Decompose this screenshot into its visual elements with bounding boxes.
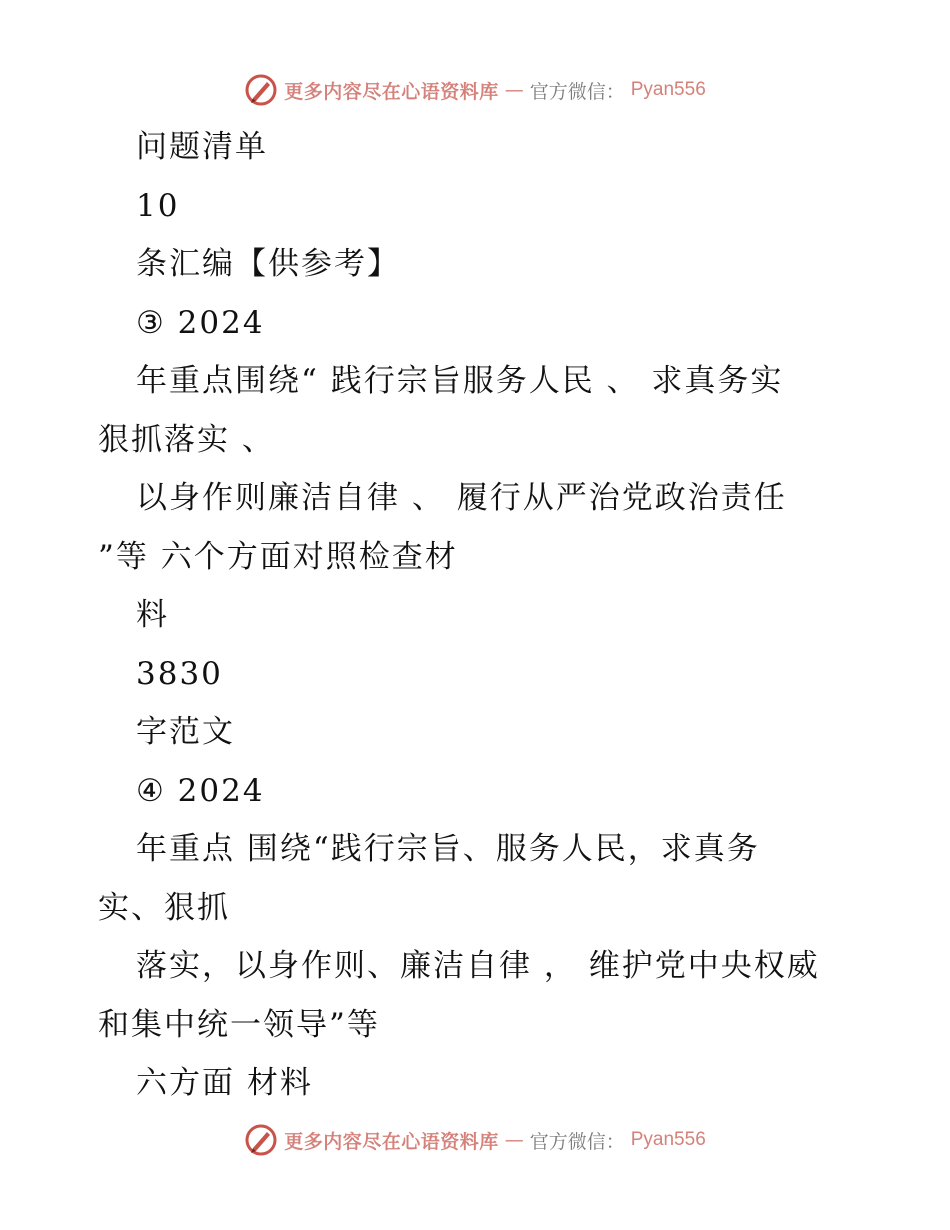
- text-line: 实、狠抓: [98, 889, 230, 926]
- text-line: ”等 六个方面对照检查材: [98, 538, 458, 575]
- pen-logo-icon: [244, 1123, 278, 1157]
- text-line: 条汇编【供参考】: [136, 246, 400, 282]
- header-watermark: [0, 70, 950, 110]
- document-body: [98, 118, 858, 1113]
- watermark-site-text: 更多内容尽在心语资料库: [284, 1130, 499, 1153]
- watermark-wechat-id: Pyan556: [630, 1129, 706, 1150]
- text-line: 年重点围绕“ 践行宗旨服务人民 、 求真务实: [136, 363, 784, 399]
- text-line: 狠抓落实 、: [98, 421, 275, 458]
- pen-logo-icon: [244, 73, 278, 107]
- text-line: 落实，以身作则、廉洁自律 ， 维护党中央权威: [136, 948, 820, 984]
- text-line: 和集中统一领导”等: [98, 1006, 380, 1043]
- text-line: 年重点 围绕“践行宗旨、服务人民，求真务: [136, 831, 760, 867]
- watermark-label: 官方微信：: [529, 80, 625, 103]
- text-line: 料: [136, 597, 169, 633]
- text-line: 3830: [136, 655, 223, 692]
- text-line: 六方面 材料: [136, 1065, 313, 1101]
- text-line: 问题清单: [136, 129, 268, 165]
- text-line: 10: [136, 187, 180, 224]
- watermark-label: 官方微信：: [529, 1130, 625, 1153]
- text-line: ③ 2024: [136, 304, 265, 341]
- text-line: 以身作则廉洁自律 、 履行从严治党政治责任: [136, 480, 787, 516]
- watermark-site-text: 更多内容尽在心语资料库: [284, 80, 499, 103]
- watermark-dash: —: [504, 79, 524, 101]
- footer-watermark: [0, 1120, 950, 1160]
- text-line: ④ 2024: [136, 772, 265, 809]
- text-line: 字范文: [136, 714, 235, 750]
- watermark-dash: —: [504, 1129, 524, 1151]
- watermark-wechat-id: Pyan556: [630, 79, 706, 100]
